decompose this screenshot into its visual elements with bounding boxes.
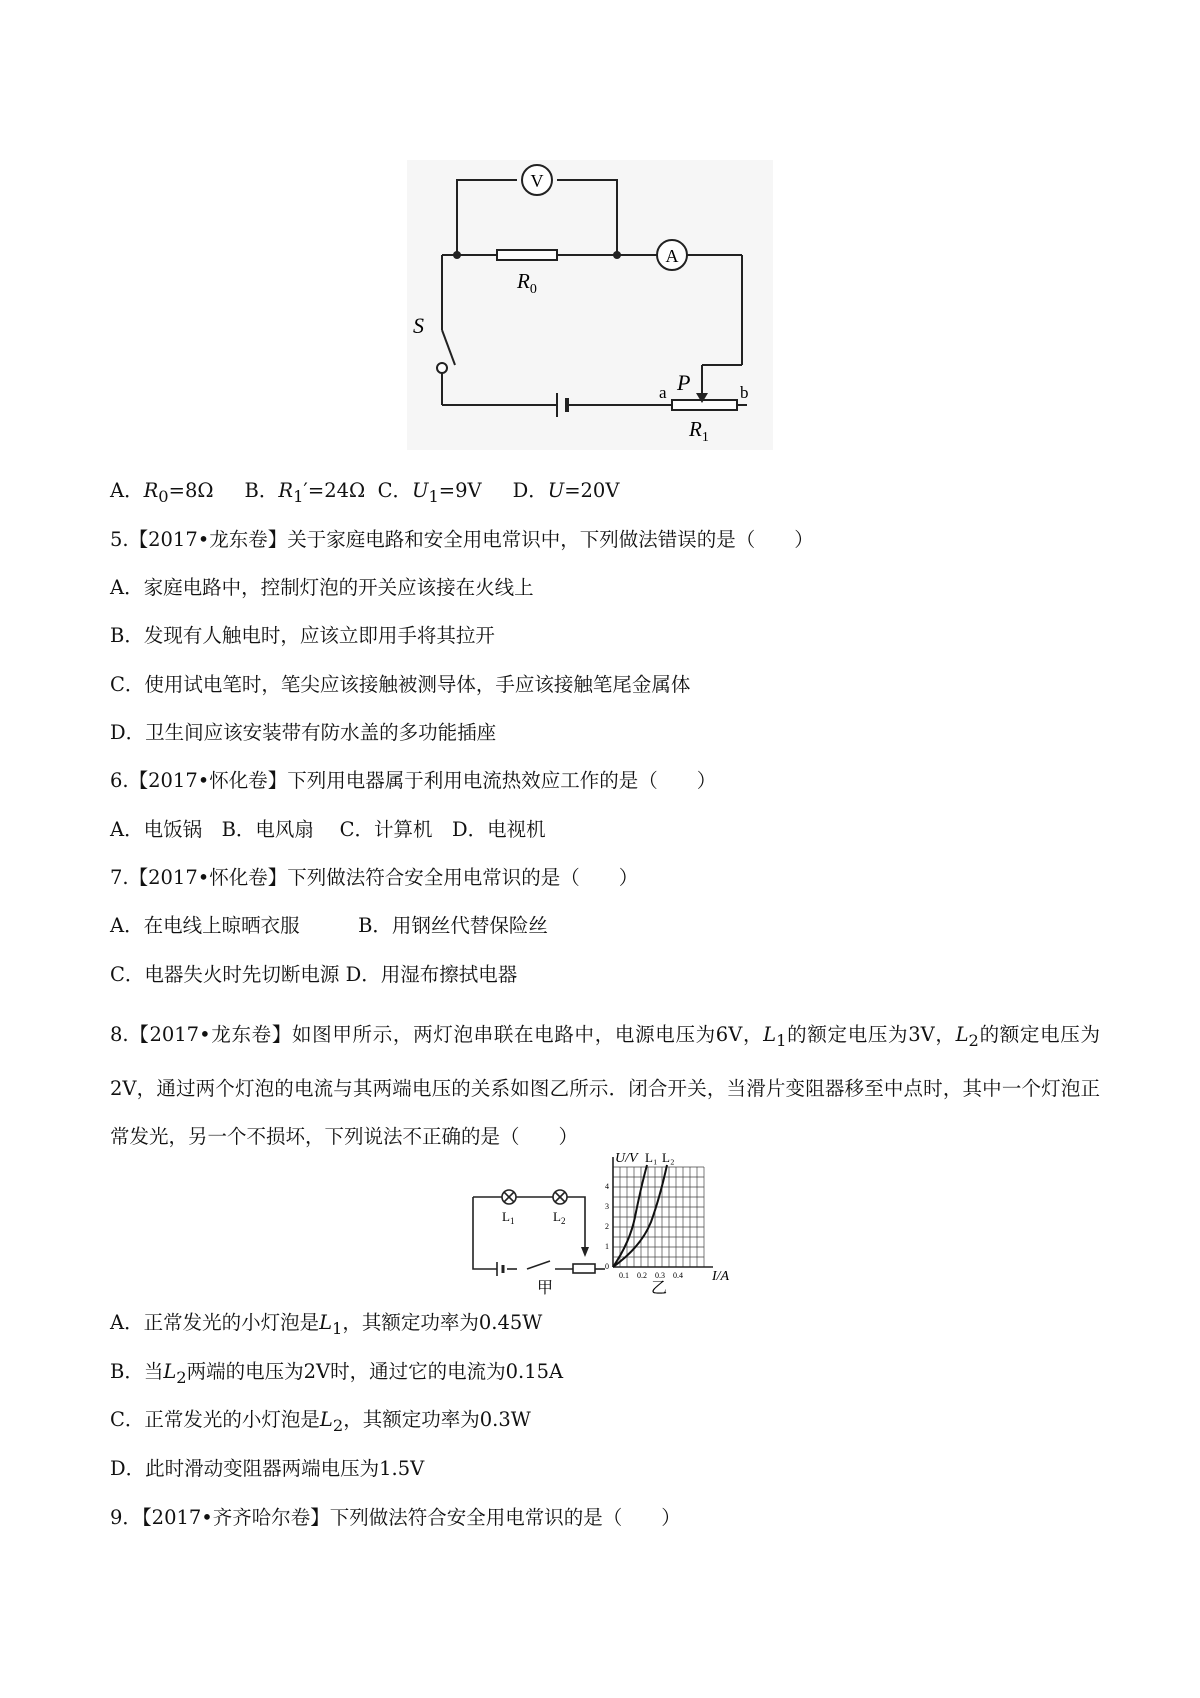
yi-grid xyxy=(613,1167,704,1267)
option-sub: 1 xyxy=(293,486,304,506)
q9-stem: 9．【2017•齐齐哈尔卷】下列做法符合安全用电常识的是（ ） xyxy=(110,1506,681,1529)
q8-stem-part: 8.【2017•龙东卷】如图甲所示，两灯泡串联在电路中，电源电压为6V， xyxy=(110,1023,764,1046)
option-sub: 1 xyxy=(428,486,439,506)
q8-l2-sub: 2 xyxy=(968,1030,979,1050)
r1-label: R xyxy=(689,417,702,441)
yi-curve2-label: L₂ xyxy=(662,1150,675,1165)
ytick: 1 xyxy=(605,1242,609,1251)
svg-text:L2 xyxy=(553,1209,565,1226)
q8-stem xyxy=(110,1011,1100,1161)
yi-curve1-label: L₁ xyxy=(645,1150,658,1165)
xtick: 0.3 xyxy=(655,1271,665,1280)
q8-b-text: 两端的电压为2V时，通过它的电流为0.15A xyxy=(186,1360,564,1383)
option-var: R xyxy=(143,479,159,502)
end-a-label: a xyxy=(659,383,667,402)
q8-b-sub: 2 xyxy=(176,1367,187,1387)
q6-stem: 6.【2017•怀化卷】下列用电器属于利用电流热效应工作的是（ ） xyxy=(110,769,717,792)
q7-stem: 7.【2017•怀化卷】下列做法符合安全用电常识的是（ ） xyxy=(110,866,639,889)
q4-options xyxy=(110,478,619,510)
figure-jia xyxy=(473,1190,605,1276)
q8-l1-sub: 1 xyxy=(776,1030,787,1050)
end-b-label: b xyxy=(740,383,749,402)
q6-options: A．电饭锅 B．电风扇 C．计算机 D．电视机 xyxy=(110,818,546,841)
option-letter: C． xyxy=(377,479,412,502)
option-letter: D． xyxy=(512,479,548,502)
jia-caption: 甲 xyxy=(537,1280,554,1297)
option-var: U xyxy=(412,479,429,502)
r0-subscript: 0 xyxy=(529,282,537,297)
ytick: 4 xyxy=(605,1182,609,1191)
q5-option-c: C．使用试电笔时，笔尖应该接触被测导体，手应该接触笔尾金属体 xyxy=(110,673,691,696)
q7-options-cd: C．电器失火时先切断电源 D．用湿布擦拭电器 xyxy=(110,963,518,986)
ytick: 3 xyxy=(605,1202,609,1211)
q8-a-text: A．正常发光的小灯泡是 xyxy=(110,1311,320,1334)
yi-xlabel: I/A xyxy=(712,1269,730,1284)
switch-label: S xyxy=(413,313,424,338)
option-letter: B． xyxy=(244,479,279,502)
circuit-diagram-1 xyxy=(407,160,773,450)
figure-yi xyxy=(605,1150,730,1297)
curve-l2 xyxy=(613,1165,667,1267)
q8-option-d: D．此时滑动变阻器两端电压为1.5V xyxy=(110,1457,425,1480)
r0-label: R xyxy=(517,269,530,293)
lamp1-label: L xyxy=(502,1209,510,1224)
option-value: ′=24Ω xyxy=(303,479,366,502)
yi-caption: 乙 xyxy=(651,1280,668,1297)
q8-stem-part: 的额定电压为2V，通过两个灯泡的电流与其两端电压的关系如图乙所示．闭合开关，当滑片变阻器移至中点时，其中一个灯泡正常发光，另一个不损坏，下列说法不正确的是（ ） xyxy=(110,1023,1100,1148)
option-value: =8Ω xyxy=(168,479,214,502)
q8-c-sub: 2 xyxy=(332,1415,344,1435)
option-sub: 0 xyxy=(158,486,169,506)
q8-b-var: L xyxy=(163,1360,177,1383)
q8-c-var: L xyxy=(319,1408,333,1431)
q8-figures xyxy=(455,1147,755,1297)
q8-l2: L xyxy=(955,1023,969,1046)
slider-label: P xyxy=(677,370,691,395)
voltmeter-label: V xyxy=(530,171,544,191)
q8-b-text: B．当 xyxy=(110,1360,164,1383)
svg-text:R0 xyxy=(516,269,537,297)
svg-text:R1 xyxy=(688,417,709,445)
option-value: =20V xyxy=(564,479,620,502)
q8-c-text: C．正常发光的小灯泡是 xyxy=(110,1408,320,1431)
q8-option-a xyxy=(110,1310,542,1342)
option-letter: A． xyxy=(110,479,144,502)
q8-l1: L xyxy=(763,1023,777,1046)
lamp2-label: L xyxy=(553,1209,561,1224)
option-var: U xyxy=(547,479,565,502)
q8-a-text: ，其额定功率为0.45W xyxy=(342,1311,543,1334)
option-var: R xyxy=(278,479,294,502)
xtick: 0.1 xyxy=(619,1271,629,1280)
lamp1-sub: 1 xyxy=(509,1216,515,1226)
q8-a-var: L xyxy=(319,1311,333,1334)
ytick: 0 xyxy=(605,1262,609,1271)
switch-contact xyxy=(437,363,447,373)
yi-ylabel: U/V xyxy=(615,1151,638,1166)
junction-left xyxy=(453,251,461,259)
jia-slider-arrow xyxy=(581,1247,589,1257)
ammeter-label: A xyxy=(665,246,679,266)
r1-subscript: 1 xyxy=(701,430,709,445)
voltmeter xyxy=(522,165,552,195)
q8-option-b xyxy=(110,1359,563,1391)
q5-stem: 5.【2017•龙东卷】关于家庭电路和安全用电常识中，下列做法错误的是（ ） xyxy=(110,528,814,551)
rheostat-r1 xyxy=(672,400,737,410)
junction-right xyxy=(613,251,621,259)
svg-text:L1 xyxy=(502,1209,514,1226)
xtick: 0.4 xyxy=(673,1271,683,1280)
q8-c-text: ，其额定功率为0.3W xyxy=(343,1408,531,1431)
q5-option-b: B．发现有人触电时，应该立即用手将其拉开 xyxy=(110,624,495,647)
battery xyxy=(557,393,567,417)
q8-a-sub: 1 xyxy=(332,1318,343,1338)
xtick: 0.2 xyxy=(637,1271,647,1280)
resistor-r0 xyxy=(497,250,557,260)
ammeter xyxy=(657,240,687,270)
q8-stem-part: 的额定电压为3V， xyxy=(786,1023,956,1046)
ytick: 2 xyxy=(605,1222,609,1231)
q5-option-a: A．家庭电路中，控制灯泡的开关应该接在火线上 xyxy=(110,576,534,599)
lamp2-sub: 2 xyxy=(560,1216,566,1226)
q5-option-d: D．卫生间应该安装带有防水盖的多功能插座 xyxy=(110,721,497,744)
option-value: =9V xyxy=(438,479,482,502)
q7-options-ab: A．在电线上晾晒衣服 B．用钢丝代替保险丝 xyxy=(110,914,548,937)
q8-option-c xyxy=(110,1407,531,1439)
